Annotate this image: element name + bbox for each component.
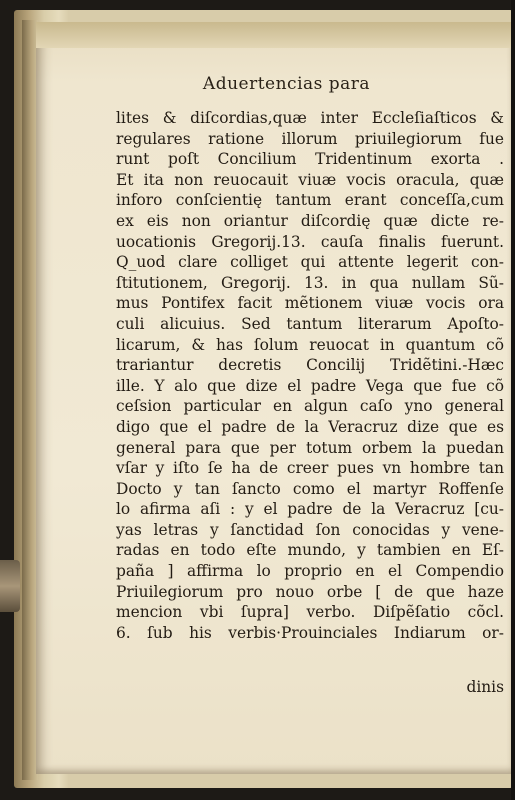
- catchword: dinis: [466, 678, 504, 696]
- text-line: runt poſt Concilium Tridentinum exorta .: [116, 150, 504, 169]
- text-line: culi alicuius. Sed tantum literarum Apoſto-: [116, 314, 504, 333]
- text-line: uocationis Gregorij.13. cauſa finalis fuerunt.: [116, 232, 504, 251]
- text-line: mus Pontifex facit mẽtionem viuæ vocis ora: [116, 294, 504, 313]
- text-line: ſtitutionem, Gregorij. 13. in qua nullam Sũ-: [116, 273, 504, 292]
- text-line: paña ] affirma lo proprio en el Compendio: [116, 562, 504, 581]
- text-line: regulares ratione illorum priuilegiorum fue: [116, 129, 504, 148]
- text-line: general para que per totum orbem la puedan: [116, 438, 504, 457]
- text-line: ex eis non oriantur diſcordię quæ dicte re-: [116, 211, 504, 230]
- text-line: Docto y tan ſancto como el martyr Roffenſe: [116, 479, 504, 498]
- text-line: ceſsion particular en algun caſo yno general: [116, 397, 504, 416]
- text-line: licarum, & has ſolum reuocat in quantum cõ: [116, 335, 504, 354]
- text-line: ille. Y alo que dize el padre Vega que fue cõ: [116, 376, 504, 395]
- text-line: lo afirma aſi : y el padre de la Veracruz [cu-: [116, 500, 504, 519]
- text-line: trariantur decretis Concilij Tridẽtini.-Hæc: [116, 356, 504, 375]
- running-head: Aduertencias para: [202, 74, 371, 94]
- text-line: 6. ſub his verbis·Prouinciales Indiarum or-: [116, 623, 504, 642]
- text-line: Et ita non reuocauit viuæ vocis oracula, quæ: [116, 170, 504, 189]
- text-line: lites & diſcordias,quæ inter Eccleſiaſticos &: [116, 109, 504, 127]
- page-top-edge: [36, 22, 512, 48]
- body-text: [116, 108, 504, 643]
- text-line: Priuilegiorum pro nouo orbe [ de que haze: [116, 582, 504, 601]
- text-line: vſar y iſto ſe ha de creer pues vn hombre tan: [116, 459, 504, 478]
- text-line: radas en todo eſte mundo, y tambien en Eſ-: [116, 541, 504, 560]
- background-edge: [511, 0, 515, 800]
- text-line: inforo conſcientię tantum erant conceſſa,cum: [116, 191, 504, 210]
- binding-tie: [0, 560, 20, 612]
- text-line: mencion vbi ſupra] verbo. Diſpẽſatio cõcl.: [116, 603, 504, 622]
- text-line: yas letras y ſanctidad ſon conocidas y vene-: [116, 520, 504, 539]
- text-line: Q_uod clare colliget qui attente legerit con-: [116, 253, 504, 272]
- text-line: digo que el padre de la Veracruz dize que es: [116, 417, 504, 436]
